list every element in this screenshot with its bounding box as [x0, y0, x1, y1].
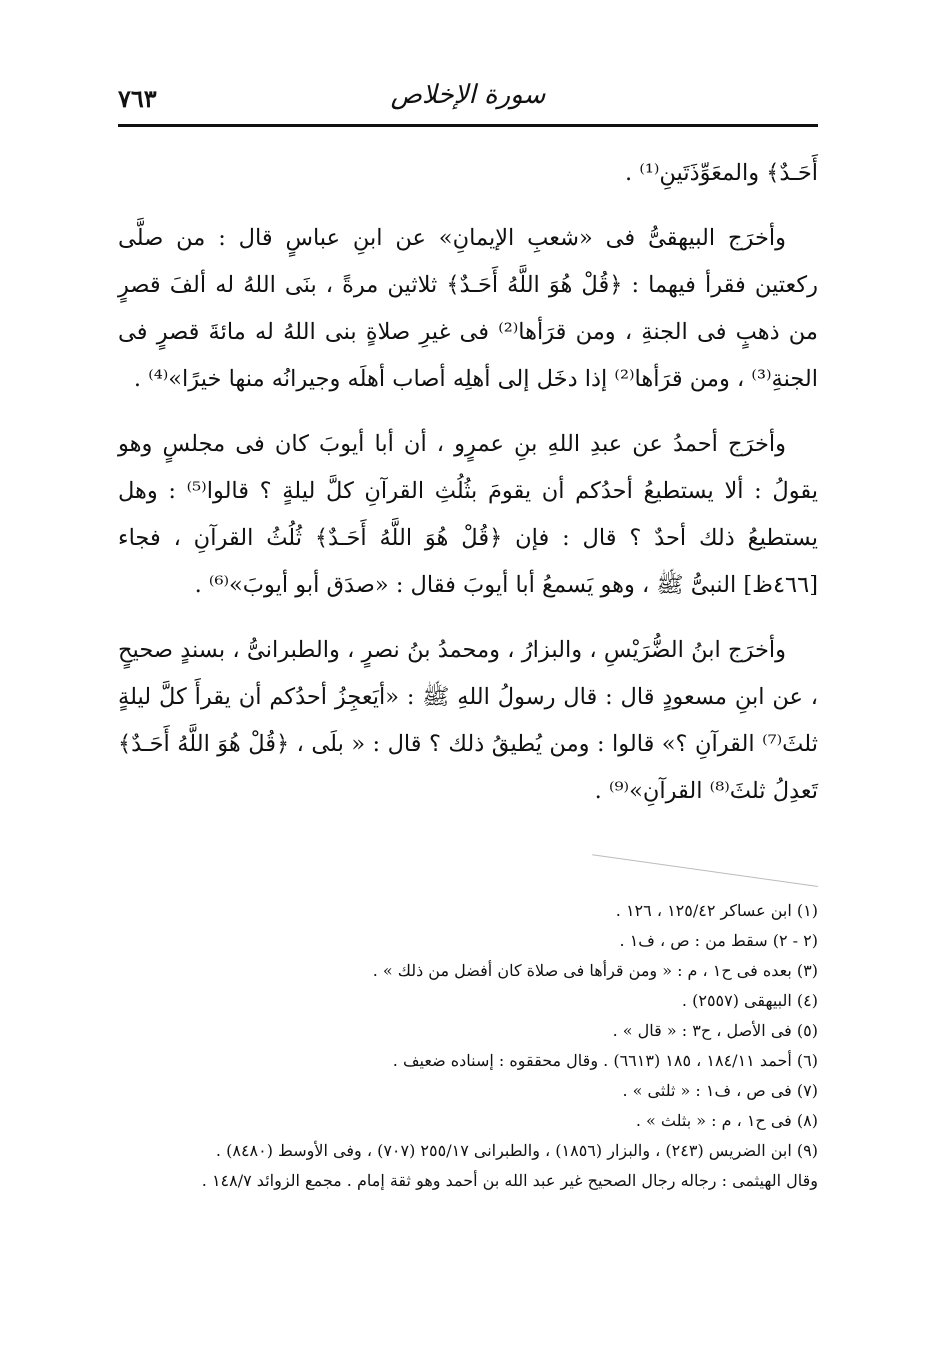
footnote-6: (٦) أحمد ١٨٤/١١ ، ١٨٥ (٦٦١٣) . وقال محققوه : إسناده ضعيف . [392, 1051, 818, 1070]
footnote-2: (٢ - ٢) سقط من : ص ، ف١ . [619, 931, 818, 950]
paragraph-continuation: أَحَـدٌ﴾ والمعَوِّذَتَينِ⁽¹⁾ . [625, 160, 818, 186]
paragraph-ibn-durays: وأخرَج ابنُ الضُّرَيْسِ ، والبزارُ ، ومحمدُ بنُ نصرٍ ، والطبرانىُّ ، بسندٍ صحيحٍ ، عن ابنِ مسعودٍ قال : قال رسولُ اللهِ ﷺ : «أيَعجِزُ أحدُكم أن يقرأَ كلَّ ليلةٍ ثلثَ⁽⁷⁾ القرآنِ ؟» قالوا : ومن يُطيقُ ذلك ؟ قال : « بلَى ، ﴿قُلْ هُوَ اللَّهُ أَحَـدٌ﴾ تَعدِلُ ثلثَ⁽⁸⁾ القرآنِ»⁽⁹⁾ . [118, 637, 818, 804]
footnote-5: (٥) فى الأصل ، ح٣ : « قال » . [612, 1021, 818, 1040]
footnote-7: (٧) فى ص ، ف١ : « ثلثى » . [622, 1081, 818, 1100]
footnote-1: (١) ابن عساكر ١٢٥/٤٢ ، ١٢٦ . [615, 901, 818, 920]
paragraph-ahmad: وأخرَج أحمدُ عن عبدِ اللهِ بنِ عمرٍو ، أن أبا أيوبَ كان فى مجلسٍ وهو يقولُ : ألا يستطيعُ أحدُكم أن يقومَ بثُلُثِ القرآنِ كلَّ ليلةٍ ؟ قالوا⁽⁵⁾ : وهل يستطيعُ ذلك أحدٌ ؟ قال : فإن ﴿قُلْ هُوَ اللَّهُ أَحَـدٌ﴾ ثُلُثُ القرآنِ ، فجاء [٤٦٦ظ] النبىُّ ﷺ ، وهو يَسمعُ أبا أيوبَ فقال : «صدَق أبو أيوبَ»⁽⁶⁾ . [118, 431, 818, 598]
footnote-9: (٩) ابن الضريس (٢٤٣) ، والبزار (١٨٥٦) ، والطبرانى ٢٥٥/١٧ (٧٠٧) ، وفى الأوسط (٨٤٨٠) . [215, 1141, 818, 1160]
footnotes [118, 896, 818, 1196]
page-header [118, 80, 818, 124]
footnote-3: (٣) بعده فى ح١ ، م : « ومن قرأها فى صلاة كان أفضل من ذلك » . [372, 961, 818, 980]
header-rule [118, 124, 818, 127]
footnote-4: (٤) البيهقى (٢٥٥٧) . [681, 991, 818, 1010]
page-number: ٧٦٣ [118, 84, 157, 113]
footnote-8: (٨) فى ح١ ، م : « بثلث » . [635, 1111, 818, 1130]
footnote-9-continuation: وقال الهيثمى : رجاله رجال الصحيح غير عبد الله بن أحمد وهو ثقة إمام . مجمع الزوائد ١٤٨/٧ . [201, 1171, 818, 1190]
paragraph-bayhaqi: وأخرَج البيهقىُّ فى «شعبِ الإيمانِ» عن ابنِ عباسٍ قال : من صلَّى ركعتين فقرأ فيهما : ﴿قُلْ هُوَ اللَّهُ أَحَـدٌ﴾ ثلاثين مرةً ، بنَى اللهُ له ألفَ قصرٍ من ذهبٍ فى الجنةِ ، ومن قرَأها⁽²⁾ فى غيرِ صلاةٍ بنى اللهُ له مائةَ قصرٍ فى الجنةِ⁽³⁾ ، ومن قرَأها⁽²⁾ إذا دخَل إلى أهلِه أصاب أهلَه وجيرانُه منها خيرًا»⁽⁴⁾ . [118, 225, 818, 392]
footnote-separator [592, 854, 818, 887]
main-text [118, 150, 818, 833]
running-title: سورة الإخلاص [390, 80, 546, 110]
